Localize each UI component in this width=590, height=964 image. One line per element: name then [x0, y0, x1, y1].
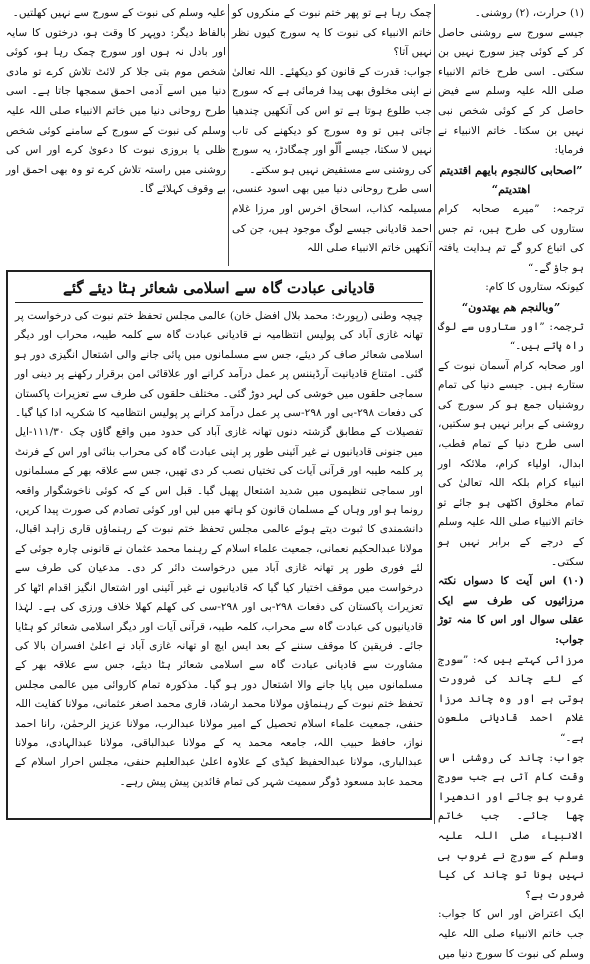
newspaper-page [6, 4, 584, 960]
quran-ayah: ”وبالنجم ھم یھتدون“ [461, 299, 561, 314]
translation: ترجمہ: ”اور ستاروں سے لوگ راہ پاتے ہیں۔“ [438, 320, 584, 353]
paragraph: جواب: قدرت کے قانون کو دیکھئے۔ اللہ تعالیٰ نے اپنی مخلوق بھی پیدا فرمائی ہے کہ سورج جب طلوع ہوتا ہے تو اس کی آنکھیں چندھیا جاتی ہیں تو وہ سورج کو دیکھنے کی تاب نہیں لا سکتا، جیسے اُلّو اور چمگادڑ، یہ سورج کی روشنی سے مستفیض نہیں ہو سکتے۔ [232, 65, 432, 176]
paragraph: اسی طرح روحانی دنیا میں بھی اسود عنسی، مسیلمہ کذاب، اسحاق اخرس اور مرزا غلام احمد قادیانی جیسے لوگ موجود ہیں، جن کی آنکھیں خاتم الانبیاء صلی اللہ [232, 183, 432, 255]
news-headline: قادیانی عبادت گاہ سے اسلامی شعائر ہٹا دیئے گئے [15, 276, 423, 303]
news-body: چیچہ وطنی (رپورٹ: محمد بلال افضل خان) عالمی مجلس تحفظ ختم نبوت کی درخواست پر تھانہ غازی آباد کی پولیس انتظامیہ نے قادیانی عبادت گاہ سے کلمہ طیبہ، محراب اور دیگر اسلامی شعائر صاف کر دیئے، جس سے مسلمانوں میں پائی جانے والی اشتعال انگیزی دور ہو گئی۔ امتناع قادیانیت آرڈیننس پر عمل درآمد کرانے اور علاقائی امن برقرار رکھنے پر دینی اور سماجی حلقوں میں خوشی کی لہر دوڑ گئی۔ مختلف حلقوں کی طرف سے تعزیرات پاکستان کی دفعات ۲۹۸-بی اور ۲۹۸-سی پر عمل درآمد کرانے پر پولیس انتظامیہ کا شکریہ ادا کیا گیا۔ تفصیلات کے مطابق گزشتہ دنوں تھانہ غازی آباد کی حدود میں واقع گاؤں چک ۱۱۱/۳۰-ایل میں جنونی قادیانیوں نے غیر آئینی طور پر اپنی عبادت گاہ کی محراب بنائی اور اس کے فرنٹ پر کلمہ طیبہ اور قرآنی آیات کی تختیاں نصب کر دی تھیں، جس سے علاقہ بھر کے مسلمانوں اور سماجی تنظیموں میں شدید اشتعال پھیل گیا۔ قبل اس کے کہ کوئی ناخوشگوار واقعہ رونما ہو اور وہاں کے مسلمان قانون کو ہاتھ میں لیں اور کوئی تصادم کی صورت پیدا کریں، دانشمندی کا ثبوت دیتے ہوئے عالمی مجلس تحفظ ختم نبوت کے رہنماؤں قاری زاہد اقبال، مولانا عبدالحکیم نعمانی، جمعیت علماء اسلام کے رہنما محمد عثمان نے قانونی چارہ جوئی کے لئے فوری طور پر تھانہ غازی آباد میں درخواست دائر کر دی۔ مدعیان کی طرف سے درخواست میں موقف اختیار کیا گیا کہ قادیانیوں نے غیر آئینی اور اشتعال انگیز اقدام اٹھا کر تعزیرات پاکستان کی دفعات ۲۹۸-بی اور ۲۹۸-سی کی کھلم کھلا خلاف ورزی کی ہے۔ لہٰذا قادیانیوں کی عبادت گاہ سے محراب، کلمہ طیبہ، قرآنی آیات اور دیگر اسلامی شعائر کو ہٹایا جائے۔ فریقین کا موقف سننے کے بعد ایس ایچ او تھانہ غازی آباد نے اعلیٰ افسران بالا کی مشاورت سے قادیانی عبادت گاہ سے اسلامی شعائر ہٹا دیئے، جس سے علاقہ بھر کے مسلمانوں میں پایا جانے والا اشتعال دور ہو گیا۔ مذکورہ تمام کاروائی میں عالمی مجلس تحفظ ختم نبوت کے رہنماؤں مولانا محمد ارشاد، قاری محمد اصغر عثمانی، مولانا کفایت اللہ حنفی، جمعیت علماء اسلام تحصیل کے امیر مولانا عبدالرب، مولانا عزیز الرحمٰن، رانا احمد نواز، حافظ حبیب اللہ، جامعہ محمد یہ کے مولانا عبدالباقی، مولانا عبدالہادی، مولانا عبدالباری، مولانا عبدالحفیظ کیڈی کے علاوہ اعلیٰ عبدالعلیم حنفی، مجلس احرار اسلام کے محمد عابد مسعود ڈوگر سمیت شہر کی تمام قائدین پیش پیش رہے۔ [15, 310, 423, 788]
intro-line: (۱) حرارت، (۲) روشنی۔ [474, 7, 584, 19]
paragraph: جواب: چاند کی روشنی اس وقت کام آتی ہے جب سورج غروب ہو جائے اور اندھیرا چھا جائے۔ جب خاتم الانبیاء صلی اللہ علیہ وسلم کے سورج نے غروب ہی نہیں ہونا تو چاند کی کیا ضرورت ہے؟ [438, 751, 584, 901]
column-divider [434, 4, 435, 824]
news-box [6, 270, 432, 820]
point-heading: (۱۰) اس آیت کا دسواں نکتہ مرزائیوں کی طرف سے ایک عقلی سوال اور اس کا منہ توڑ جواب: [438, 575, 584, 646]
translation: ترجمہ: ”میرے صحابہ کرام ستاروں کی طرح ہیں، تم جس کی اتباع کرو گے تم ہدایت یافتہ ہو جاؤ گے۔“ [438, 202, 584, 274]
arabic-hadith: ”اصحابی کالنجوم بایھم اقتدیتم اھتدیتم“ [439, 162, 583, 197]
paragraph: اور صحابہ کرام آسمان نبوت کے ستارے ہیں۔ جیسے دنیا کی تمام روشنیاں جمع ہو کر سورج کی روشنی کے برابر نہیں ہو سکتیں، اسی طرح دنیا کے تمام قطب، ابدال، اولیاء کرام، ملائکہ اور انبیاء کرام بلکہ اللہ تعالیٰ کی تمام مخلوق اکٹھی ہو جائے تو خاتم الانبیاء صلی اللہ علیہ وسلم کے درجے کے برابر نہیں ہو سکتی۔ [438, 359, 584, 568]
paragraph: جیسے سورج سے روشنی حاصل کر کے کوئی چیز سورج نہیں بن سکتی۔ اسی طرح خاتم الانبیاء صلی اللہ علیہ وسلم سے فیض حاصل کر کے کوئی شخص نبی نہیں بن سکتا۔ خاتم الانبیاء نے فرمایا: [438, 26, 584, 157]
paragraph: علیہ وسلم کی نبوت کے سورج سے نہیں کھلتیں۔ [12, 7, 226, 19]
paragraph: کیونکہ ستاروں کا کام: [485, 281, 584, 294]
column-divider [228, 4, 229, 266]
article-column-right [438, 4, 584, 960]
paragraph: مرزائی کہتے ہیں کہ: ”سورج کے لئے چاند کی ضرورت ہوتی ہے اور وہ چاند مرزا غلام احمد قادیانی ملعون ہے۔“ [438, 653, 584, 744]
paragraph: چمک رہا ہے تو پھر ختم نبوت کے منکروں کو خاتم الانبیاء کی نبوت کا یہ سورج کیوں نظر نہیں آتا؟ [232, 7, 432, 59]
article-column-middle [232, 4, 432, 266]
paragraph: بالفاظ دیگر: دوپہر کا وقت ہو، درختوں کا سایہ اور بادل نہ ہوں اور سورج چمک رہا ہو، کوئی شخص موم بتی جلا کر لائٹ تلاش کرے تو مادی دنیا میں اسے آدمی احمق سمجھا جاتا ہے۔ اسی طرح روحانی دنیا میں خاتم الانبیاء صلی اللہ علیہ وسلم کی نبوت کے سورج کے سامنے کوئی شخص ظلی یا بروزی نبوت کا دعویٰ کرے اور اس کی روشنی میں راستہ تلاش کرے تو وہ بھی احمق اور بے وقوف کہلائے گا۔ [6, 26, 226, 196]
paragraph: ایک اعتراض اور اس کا جواب: جب خاتم الانبیاء صلی اللہ علیہ وسلم کی نبوت کا سورج دنیا میں [438, 908, 584, 960]
article-column-left [6, 4, 226, 266]
